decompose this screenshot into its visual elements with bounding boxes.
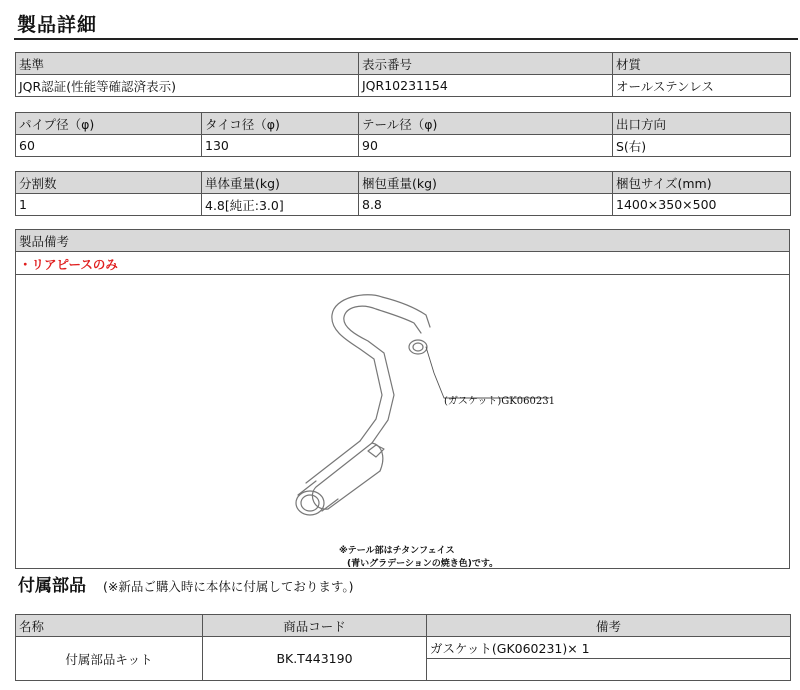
tail-note-line2: (青いグラデーションの焼き色)です。 [347, 559, 499, 569]
page-title: 製品詳細 [17, 14, 98, 36]
header-cell: パイプ径（φ) [16, 113, 202, 135]
value-cell: 130 [202, 135, 359, 157]
value-cell: 1 [16, 194, 202, 216]
header-cell: タイコ径（φ) [202, 113, 359, 135]
accessory-remark [427, 659, 791, 681]
exhaust-figure [16, 275, 789, 568]
header-cell: 商品コード [203, 615, 427, 637]
header-cell: 単体重量(kg) [202, 172, 359, 194]
header-cell: 材質 [613, 53, 791, 75]
title-divider [14, 38, 798, 40]
gasket-label: (ガスケット)GK060231 [444, 396, 555, 407]
notes-red-remark: ・リアピースのみ [16, 252, 789, 275]
header-cell: 分割数 [16, 172, 202, 194]
header-cell: 表示番号 [359, 53, 613, 75]
accessory-name: 付属部品キット [16, 637, 203, 681]
value-cell: 4.8[純正:3.0] [202, 194, 359, 216]
notes-header: 製品備考 [16, 230, 789, 252]
exhaust-pipe-illustration [16, 275, 789, 568]
value-cell: 8.8 [359, 194, 613, 216]
value-cell: JQR10231154 [359, 75, 613, 97]
header-cell: 梱包重量(kg) [359, 172, 613, 194]
table-row [16, 637, 791, 659]
spec-table-diameters [15, 112, 791, 157]
value-cell: 1400×350×500 [613, 194, 791, 216]
value-cell: S(右) [613, 135, 791, 157]
value-cell: 90 [359, 135, 613, 157]
header-cell: 出口方向 [613, 113, 791, 135]
accessories-subtitle: (※新品ご購入時に本体に付属しております。) [103, 579, 354, 594]
accessory-code: BK.T443190 [203, 637, 427, 681]
header-cell: 基準 [16, 53, 359, 75]
header-cell: 名称 [16, 615, 203, 637]
accessories-table [15, 614, 791, 681]
spec-table-standard [15, 52, 791, 97]
value-cell: 60 [16, 135, 202, 157]
accessories-title: 付属部品 [18, 576, 86, 596]
tail-note-line1: ※テール部はチタンフェイス [339, 546, 455, 556]
header-cell: 梱包サイズ(mm) [613, 172, 791, 194]
value-cell: JQR認証(性能等確認済表示) [16, 75, 359, 97]
accessory-remark: ガスケット(GK060231)× 1 [427, 637, 791, 659]
header-cell: 備考 [427, 615, 791, 637]
header-cell: テール径（φ) [359, 113, 613, 135]
value-cell: オールステンレス [613, 75, 791, 97]
spec-table-weights [15, 171, 791, 216]
product-notes-panel [15, 229, 790, 569]
